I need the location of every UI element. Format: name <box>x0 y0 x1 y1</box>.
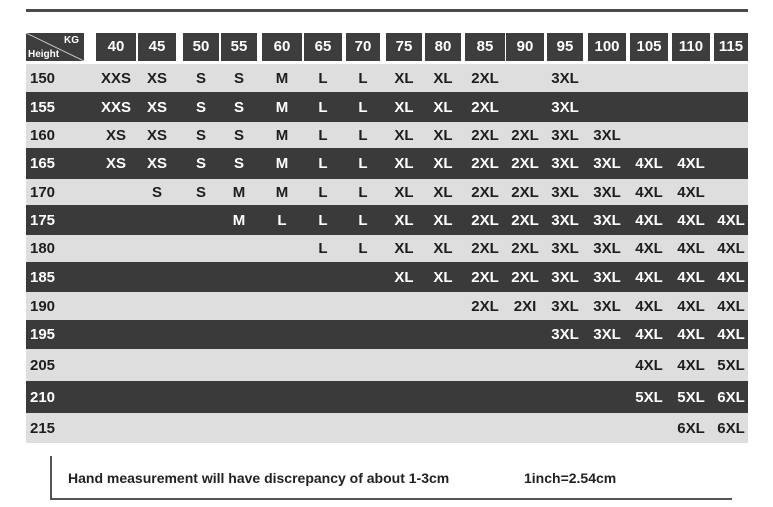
size-cell: 2XL <box>471 155 499 172</box>
size-cell: 2XL <box>511 155 539 172</box>
size-cell: XS <box>105 126 126 144</box>
height-cell: 175 <box>30 211 56 229</box>
weight-header-40: 40 <box>96 33 136 61</box>
footer-bottom-border <box>50 498 732 500</box>
size-cell: 5XL <box>677 388 705 406</box>
size-cell: 3XL <box>551 326 579 343</box>
footer-left-border <box>50 456 52 498</box>
weight-header-45: 45 <box>138 33 176 61</box>
size-cell: XL <box>433 155 453 172</box>
size-cell: 3XL <box>593 240 621 257</box>
size-cell: L <box>358 155 368 172</box>
size-cell: 3XL <box>593 155 621 172</box>
size-cell: S <box>195 183 206 201</box>
size-cell: 2XL <box>471 297 499 315</box>
size-cell: XL <box>433 183 453 201</box>
size-cell: 3XL <box>593 268 621 286</box>
size-cell: 4XL <box>635 183 663 201</box>
size-cell: 6XL <box>677 419 705 437</box>
header-row <box>26 33 748 61</box>
size-cell: L <box>318 211 328 229</box>
size-cell: S <box>233 126 244 144</box>
size-cell: M <box>275 126 289 144</box>
size-cell: 4XL <box>677 326 705 343</box>
size-cell: XL <box>394 98 414 116</box>
size-cell: 5XL <box>717 356 745 374</box>
size-cell: M <box>275 183 289 201</box>
size-cell: 6XL <box>717 419 745 437</box>
size-cell: L <box>318 69 328 87</box>
size-cell: 3XL <box>551 155 579 172</box>
size-cell: L <box>358 126 368 144</box>
height-cell: 210 <box>30 388 56 406</box>
weight-header-100: 100 <box>588 33 626 61</box>
size-cell: 6XL <box>717 388 745 406</box>
size-cell: 2XL <box>471 211 499 229</box>
size-cell: 3XL <box>593 183 621 201</box>
corner-header-cell <box>26 33 84 61</box>
footer-note-box <box>50 456 732 500</box>
height-cell: 160 <box>30 126 56 144</box>
size-cell: 4XL <box>635 326 663 343</box>
size-cell: S <box>195 155 206 172</box>
height-label: Height <box>28 49 60 60</box>
size-cell: XL <box>394 69 414 87</box>
size-cell: 3XL <box>593 326 621 343</box>
size-cell: 4XL <box>635 356 663 374</box>
size-cell: XL <box>433 211 453 229</box>
size-cell: 3XL <box>551 211 579 229</box>
size-cell: XL <box>433 240 453 257</box>
height-cell: 215 <box>30 419 56 437</box>
height-cell: 170 <box>30 183 56 201</box>
table-row-height-215 <box>26 413 748 443</box>
size-cell: S <box>195 69 206 87</box>
size-cell: 2XL <box>471 126 499 144</box>
table-row-height-170 <box>26 179 748 205</box>
size-cell: 3XL <box>551 183 579 201</box>
size-cell: 3XL <box>551 297 579 315</box>
size-cell: L <box>358 69 368 87</box>
size-cell: 4XL <box>717 240 745 257</box>
table-row-height-180 <box>26 235 748 262</box>
table-row-height-160 <box>26 122 748 148</box>
size-cell: XL <box>433 98 453 116</box>
size-cell: L <box>358 211 368 229</box>
size-cell: M <box>275 98 289 116</box>
size-cell: XL <box>394 268 414 286</box>
height-cell: 165 <box>30 155 56 172</box>
size-cell: S <box>233 69 244 87</box>
size-cell: 3XL <box>551 69 579 87</box>
size-cell: XL <box>394 240 414 257</box>
size-cell: 4XL <box>677 356 705 374</box>
size-cell: L <box>318 126 328 144</box>
size-cell: 3XL <box>593 211 621 229</box>
height-cell: 205 <box>30 356 56 374</box>
size-cell: 4XL <box>635 211 663 229</box>
size-cell: 2XI <box>513 297 537 315</box>
size-cell: XL <box>394 211 414 229</box>
size-cell: 4XL <box>677 240 705 257</box>
size-cell: XS <box>146 126 167 144</box>
size-cell: 2XL <box>511 240 539 257</box>
weight-header-55: 55 <box>221 33 257 61</box>
size-cell: 3XL <box>593 297 621 315</box>
size-cell: L <box>358 98 368 116</box>
size-cell: XS <box>146 98 167 116</box>
size-cell: 3XL <box>551 98 579 116</box>
size-cell: S <box>233 155 244 172</box>
size-cell: M <box>232 211 246 229</box>
size-cell: 4XL <box>635 297 663 315</box>
size-cell: 2XL <box>471 183 499 201</box>
size-cell: XS <box>146 69 167 87</box>
weight-header-95: 95 <box>547 33 583 61</box>
size-cell: 4XL <box>635 240 663 257</box>
table-row-height-165 <box>26 148 748 179</box>
size-cell: M <box>275 155 289 172</box>
size-cell: 2XL <box>471 98 499 116</box>
height-cell: 195 <box>30 326 56 343</box>
table-row-height-185 <box>26 262 748 292</box>
table-row-height-175 <box>26 205 748 235</box>
height-cell: 180 <box>30 240 56 257</box>
table-row-height-150 <box>26 64 748 92</box>
weight-header-115: 115 <box>714 33 748 61</box>
size-cell: L <box>318 155 328 172</box>
table-row-height-210 <box>26 381 748 413</box>
weight-header-105: 105 <box>630 33 668 61</box>
size-cell: S <box>233 98 244 116</box>
size-cell: 2XL <box>471 240 499 257</box>
size-cell: XXS <box>100 69 131 87</box>
size-cell: 2XL <box>511 126 539 144</box>
height-cell: 150 <box>30 69 56 87</box>
size-cell: S <box>151 183 162 201</box>
size-cell: XL <box>433 268 453 286</box>
weight-header-110: 110 <box>672 33 710 61</box>
size-cell: L <box>277 211 287 229</box>
size-cell: 2XL <box>471 69 499 87</box>
table-row-height-195 <box>26 320 748 349</box>
weight-header-70: 70 <box>346 33 380 61</box>
size-cell: S <box>195 98 206 116</box>
size-cell: 2XL <box>511 268 539 286</box>
weight-header-90: 90 <box>506 33 544 61</box>
size-cell: 4XL <box>717 326 745 343</box>
size-cell: L <box>318 240 328 257</box>
size-cell: XXS <box>100 98 131 116</box>
size-cell: M <box>232 183 246 201</box>
size-cell: 5XL <box>635 388 663 406</box>
size-cell: L <box>318 98 328 116</box>
inch-conversion-note: 1inch=2.54cm <box>524 470 617 486</box>
size-cell: 2XL <box>511 183 539 201</box>
measurement-note: Hand measurement will have discrepancy of about 1-3cm <box>68 470 450 486</box>
size-cell: 4XL <box>677 155 705 172</box>
weight-header-80: 80 <box>425 33 461 61</box>
height-cell: 185 <box>30 268 56 286</box>
table-row-height-205 <box>26 349 748 381</box>
size-cell: 4XL <box>717 211 745 229</box>
weight-header-85: 85 <box>465 33 505 61</box>
size-cell: 3XL <box>551 240 579 257</box>
size-cell: 4XL <box>677 211 705 229</box>
table-row-height-190 <box>26 292 748 320</box>
kg-label: KG <box>64 35 79 46</box>
size-cell: 2XL <box>471 268 499 286</box>
size-cell: M <box>275 69 289 87</box>
size-cell: L <box>358 240 368 257</box>
size-cell: 4XL <box>717 268 745 286</box>
size-cell: 2XL <box>511 211 539 229</box>
size-cell: XS <box>105 155 126 172</box>
height-cell: 155 <box>30 98 56 116</box>
size-cell: S <box>195 126 206 144</box>
weight-header-65: 65 <box>304 33 342 61</box>
top-divider <box>26 9 748 12</box>
size-cell: XL <box>433 69 453 87</box>
size-cell: 4XL <box>677 268 705 286</box>
size-cell: XL <box>394 183 414 201</box>
weight-header-75: 75 <box>386 33 422 61</box>
table-row-height-155 <box>26 92 748 122</box>
size-cell: XL <box>394 155 414 172</box>
weight-header-50: 50 <box>183 33 219 61</box>
size-cell: 4XL <box>677 183 705 201</box>
height-cell: 190 <box>30 297 56 315</box>
size-chart-table <box>26 33 748 437</box>
size-cell: 4XL <box>635 268 663 286</box>
size-cell: 4XL <box>677 297 705 315</box>
size-cell: 3XL <box>593 126 621 144</box>
size-cell: 3XL <box>551 126 579 144</box>
weight-header-60: 60 <box>262 33 302 61</box>
size-cell: XS <box>146 155 167 172</box>
size-cell: XL <box>394 126 414 144</box>
size-cell: 3XL <box>551 268 579 286</box>
size-cell: L <box>358 183 368 201</box>
size-cell: L <box>318 183 328 201</box>
size-cell: 4XL <box>717 297 745 315</box>
size-cell: XL <box>433 126 453 144</box>
size-cell: 4XL <box>635 155 663 172</box>
